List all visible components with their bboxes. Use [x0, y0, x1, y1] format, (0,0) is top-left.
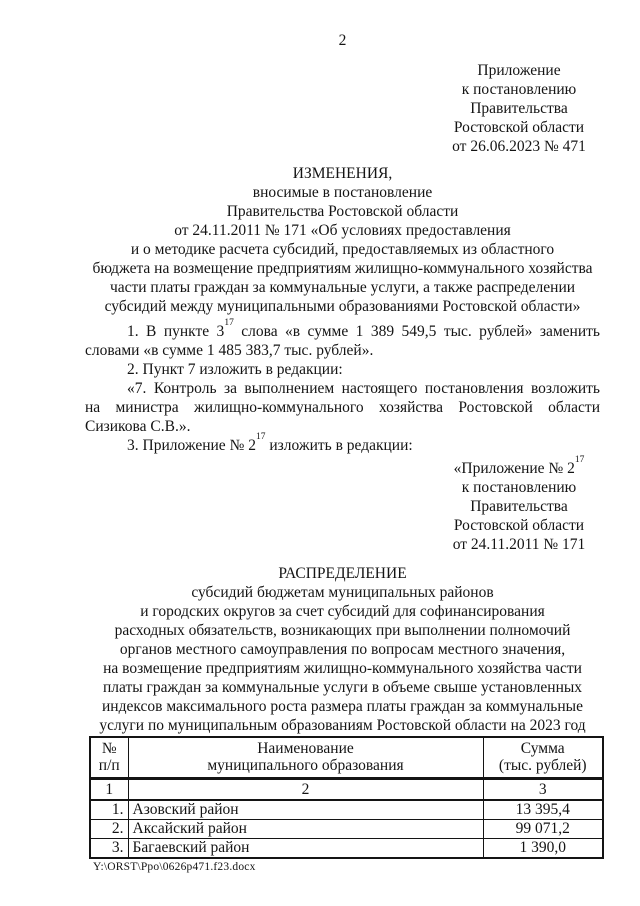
appendix-2-reference-note: [448, 454, 590, 554]
table-header-row: [90, 737, 603, 778]
text-line: РАСПРЕДЕЛЕНИЕ: [278, 565, 407, 582]
row-number: 2.: [90, 819, 128, 838]
text-segment: слова «в сумме 1 389 549,5 тыс. рублей» заменить словами «в сумме 1 485 383,7 тыс. рублей».: [85, 323, 600, 359]
text-line: услуги по муниципальным образованиям Ростовской области на 2023 год: [99, 717, 586, 734]
text-line: №: [101, 740, 117, 758]
quoted-clause-line: на министра жилищно-коммунального хозяйства Ростовской области: [85, 399, 600, 416]
text-line: Правительства: [470, 100, 568, 117]
text-line: Ростовской области: [453, 119, 585, 136]
municipality-name: Аксайский район: [128, 819, 483, 838]
text-line: расходных обязательств, возникающих при выполнении полномочий: [114, 622, 571, 639]
text-segment: 3. Приложение № 2: [127, 437, 256, 454]
municipality-name: Азовский район: [128, 800, 483, 820]
allocation-table: [89, 736, 604, 859]
text-line: Ростовской области: [453, 517, 585, 534]
amendments-body: [85, 317, 600, 455]
text-segment: «Приложение № 2: [453, 460, 575, 477]
text-line: муниципального образования: [207, 757, 404, 775]
text-line: Приложение: [477, 62, 561, 79]
column-header-name: [128, 737, 483, 778]
table-row: [90, 819, 603, 838]
text-line: ИЗМЕНЕНИЯ,: [292, 165, 393, 182]
amendment-item-3: [85, 431, 600, 455]
quoted-clause-line: Сизикова С.В.».: [85, 418, 191, 435]
text-line: органов местного самоуправления по вопросам местного значения,: [119, 641, 566, 658]
text-line: [448, 454, 590, 478]
text-line: к постановлению: [461, 479, 577, 496]
row-number: 3.: [90, 838, 128, 858]
text-line: и о методике расчета субсидий, предоставляемых из областного: [130, 241, 555, 258]
text-line: Правительства: [470, 498, 568, 515]
text-segment: изложить в редакции:: [265, 437, 413, 454]
amendment-item-1: [85, 317, 600, 360]
subsidy-amount: 99 071,2: [483, 819, 603, 838]
text-line: бюджета на возмещение предприятиям жилищно-коммунального хозяйства: [92, 260, 593, 277]
text-line: Сумма: [520, 740, 565, 758]
subsidy-amount: 1 390,0: [483, 838, 603, 858]
superscript-text: 17: [224, 317, 234, 328]
text-line: к постановлению: [461, 81, 577, 98]
appendix-2-note-lines: [448, 478, 590, 554]
column-index: 2: [128, 778, 483, 800]
subsidy-amount: 13 395,4: [483, 800, 603, 820]
amendment-item-2: 2. Пункт 7 изложить в редакции:: [127, 361, 343, 378]
text-line: п/п: [98, 757, 120, 775]
table-row: [90, 838, 603, 858]
footer-file-path: Y:\ORST\Ppo\0626p471.f23.docx: [93, 861, 256, 873]
quoted-clause-line: «7. Контроль за выполнением настоящего постановления возложить: [127, 380, 600, 397]
text-segment: 1. В пункте 3: [127, 323, 225, 340]
row-number: 1.: [90, 800, 128, 820]
text-line: от 24.11.2011 № 171: [452, 536, 586, 553]
text-line: платы граждан за коммунальные услуги в объеме свыше установленных: [102, 679, 583, 696]
table-row: [90, 800, 603, 820]
text-line: вносимые в постановление: [252, 184, 433, 201]
text-line: Наименование: [257, 740, 354, 758]
appendix-reference-note: [448, 61, 590, 156]
superscript-text: 17: [255, 431, 266, 442]
column-index-row: [90, 778, 603, 800]
text-line: индексов максимального роста размера платы граждан за коммунальные: [102, 698, 583, 715]
municipality-name: Багаевский район: [128, 838, 483, 858]
text-line: части платы граждан за коммунальные услуги, а также распределении: [109, 279, 576, 296]
column-index: 1: [90, 778, 128, 800]
page-number: 2: [338, 32, 347, 49]
column-header-sum: [483, 737, 603, 778]
superscript-text: 17: [574, 454, 585, 465]
text-line: Правительства Ростовской области: [226, 203, 459, 220]
column-header-num: [90, 737, 128, 778]
text-line: и городских округов за счет субсидий для софинансирования: [140, 603, 545, 620]
column-index: 3: [483, 778, 603, 800]
distribution-heading: [85, 564, 600, 735]
text-line: (тыс. рублей): [498, 757, 587, 775]
text-line: субсидий бюджетам муниципальных районов: [191, 584, 494, 601]
document-title: [85, 164, 600, 316]
text-line: от 26.06.2023 № 471: [452, 138, 586, 155]
text-line: на возмещение предприятиям жилищно-коммунального хозяйства части: [103, 660, 582, 677]
text-line: субсидий между муниципальными образованиями Ростовской области»: [104, 298, 581, 315]
text-line: от 24.11.2011 № 171 «Об условиях предоставления: [174, 222, 511, 239]
